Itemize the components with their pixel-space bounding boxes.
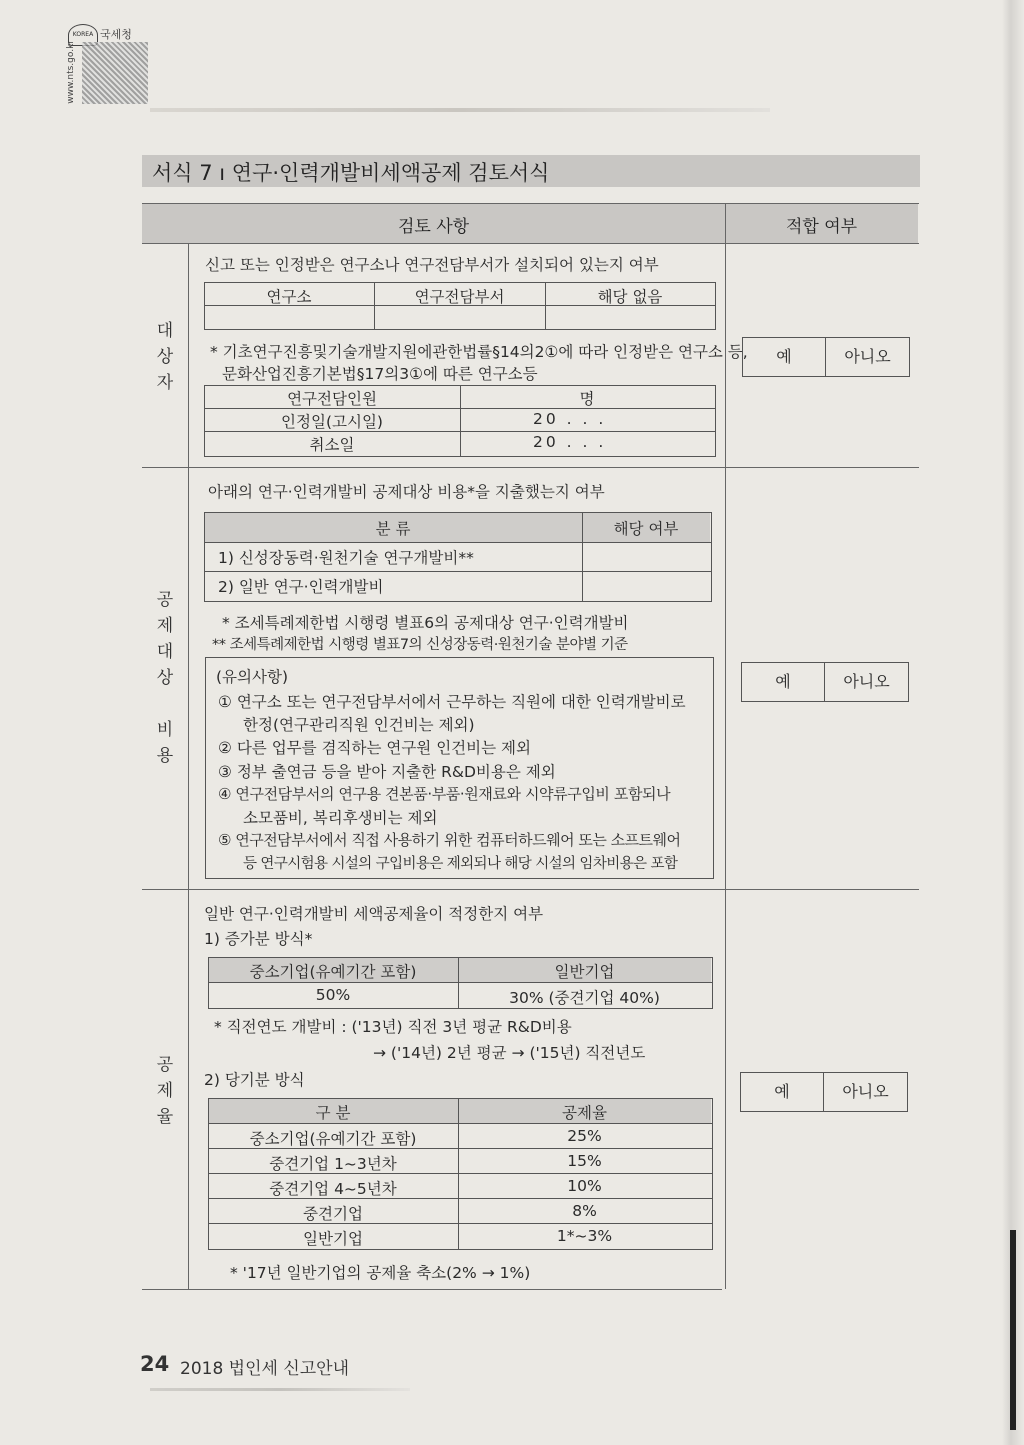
m1-col-sme: 중소기업(유예기간 포함) (249, 963, 417, 981)
m2-row-label: 일반기업 (303, 1230, 363, 1248)
method1-title: 1) 증가분 방식* (204, 930, 313, 948)
method1-note1: * 직전연도 개발비 : ('13년) 직전 3년 평균 R&D비용 (214, 1018, 572, 1036)
m2-row-rate: 25% (567, 1127, 602, 1145)
table-border (142, 1289, 722, 1290)
book-spine-shadow (1002, 0, 1024, 1445)
section-label-cost: 공 제 대 상 비 용 (156, 590, 174, 766)
m2-col-category: 구 분 (315, 1104, 351, 1122)
section-divider (142, 467, 919, 468)
section3-question: 일반 연구·인력개발비 세액공제율이 적정한지 여부 (204, 905, 544, 923)
type-lab: 연구소 (266, 288, 312, 306)
method2-note: * '17년 일반기업의 공제율 축소(2% → 1%) (230, 1264, 531, 1282)
m2-row-rate: 8% (572, 1202, 597, 1220)
method2-title: 2) 당기분 방식 (204, 1071, 305, 1089)
type-none: 해당 없음 (597, 288, 663, 306)
m2-row-label: 중견기업 4~5년차 (269, 1180, 397, 1198)
section1-question: 신고 또는 인정받은 연구소나 연구전담부서가 설치되어 있는지 여부 (205, 256, 659, 274)
section1-note1: * 기초연구진흥및기술개발지원에관한법률§14의2①에 따라 인정받은 연구소 등, (210, 343, 748, 361)
m2-row-rate: 15% (567, 1152, 602, 1170)
section-divider (142, 889, 919, 890)
row-label-approved: 인정일(고시일) (281, 413, 383, 431)
section-label-target: 대 상 자 (156, 321, 174, 393)
m1-val-general: 30% (중견기업 40%) (509, 989, 660, 1007)
caution-item: ③ 정부 출연금 등을 받아 지출한 R&D비용은 제외 (218, 763, 556, 781)
form-title-bar (142, 155, 920, 187)
nts-logo: KOREA (68, 24, 98, 46)
no-option[interactable]: 아니오 (844, 347, 891, 366)
type-dept: 연구전담부서 (414, 288, 505, 306)
col-applicable: 해당 여부 (613, 520, 679, 538)
caution-title: (유의사항) (216, 668, 288, 686)
top-rule (150, 108, 770, 112)
m2-row-label: 중소기업(유예기간 포함) (249, 1130, 417, 1148)
yes-option[interactable]: 예 (742, 663, 825, 701)
page-number: 24 (140, 1352, 170, 1376)
dept-check-cell[interactable] (375, 306, 544, 328)
yes-option[interactable]: 예 (741, 1073, 824, 1111)
caution-item: ② 다른 업무를 겸직하는 연구원 인건비는 제외 (218, 739, 531, 757)
header-compliance: 적합 여부 (786, 217, 858, 237)
none-check-cell[interactable] (546, 306, 714, 328)
m2-row-label: 중견기업 (303, 1205, 363, 1223)
row-label-cancelled: 취소일 (309, 436, 355, 454)
section2-note2: ** 조세특례제한법 시행령 별표7의 신성장동력·원천기술 분야별 기준 (212, 637, 628, 653)
lab-check-cell[interactable] (205, 306, 374, 328)
no-option[interactable]: 아니오 (843, 672, 890, 691)
caution-item: 한정(연구관리직원 인건비는 제외) (243, 716, 475, 734)
row-value-staff[interactable]: 명 (579, 390, 595, 408)
table-border (142, 203, 919, 204)
caution-item: 소모품비, 복리후생비는 제외 (243, 809, 438, 827)
row-label-staff: 연구전담인원 (287, 390, 377, 408)
method1-note2: → ('14년) 2년 평균 → ('15년) 직전년도 (373, 1044, 646, 1062)
yes-no-box-1 (742, 337, 910, 377)
site-url: www.nts.go.kr (66, 40, 76, 104)
header-review-items: 검토 사항 (398, 217, 470, 237)
section1-note2: 문화산업진흥기본법§17의3①에 따른 연구소등 (222, 365, 538, 383)
table-border (142, 243, 919, 244)
section-label-rate: 공 제 율 (156, 1055, 174, 1127)
column-divider (188, 243, 189, 1289)
caution-item: ① 연구소 또는 연구전담부서에서 근무하는 직원에 대한 인력개발비로 (218, 693, 686, 711)
cost-item-2: 2) 일반 연구·인력개발비 (218, 578, 384, 596)
column-divider (725, 203, 726, 1289)
m2-row-rate: 1*~3% (556, 1227, 613, 1245)
applicable-cell-1[interactable] (583, 543, 709, 570)
yes-no-box-2 (741, 662, 909, 702)
publication-title: 2018 법인세 신고안내 (180, 1359, 350, 1379)
book-spine-edge (1010, 1230, 1016, 1430)
yes-no-box-3 (740, 1072, 908, 1112)
col-category: 분 류 (375, 520, 411, 538)
section2-note1: * 조세특례제한법 시행령 별표6의 공제대상 연구·인력개발비 (222, 614, 629, 632)
row-value-cancelled[interactable]: 20 . . . (533, 433, 607, 451)
m1-val-sme: 50% (315, 986, 351, 1004)
m1-col-general: 일반기업 (554, 963, 615, 981)
caution-item: ④ 연구전담부서의 연구용 견본품·부품·원재료와 시약류구입비 포함되나 (218, 785, 671, 803)
section2-question: 아래의 연구·인력개발비 공제대상 비용*을 지출했는지 여부 (208, 483, 605, 501)
agency-name: 국세청 (100, 28, 132, 41)
m2-row-label: 중견기업 1~3년차 (269, 1155, 397, 1173)
caution-item: 등 연구시험용 시설의 구입비용은 제외되나 해당 시설의 임차비용은 포함 (243, 856, 678, 872)
no-option[interactable]: 아니오 (842, 1082, 889, 1101)
yes-option[interactable]: 예 (743, 338, 826, 376)
table-rule (208, 1123, 712, 1124)
m2-row-rate: 10% (567, 1177, 602, 1195)
qr-code (82, 42, 148, 104)
caution-item: ⑤ 연구전담부서에서 직접 사용하기 위한 컴퓨터하드웨어 또는 소프트웨어 (218, 831, 681, 849)
m2-col-rate: 공제율 (562, 1104, 607, 1122)
bottom-rule (150, 1388, 410, 1391)
applicable-cell-2[interactable] (583, 572, 709, 599)
table-rule (208, 982, 712, 983)
row-value-approved[interactable]: 20 . . . (533, 410, 607, 428)
cost-item-1: 1) 신성장동력·원천기술 연구개발비** (218, 549, 474, 567)
form-title: 서식 7 ı 연구·인력개발비세액공제 검토서식 (152, 161, 550, 185)
